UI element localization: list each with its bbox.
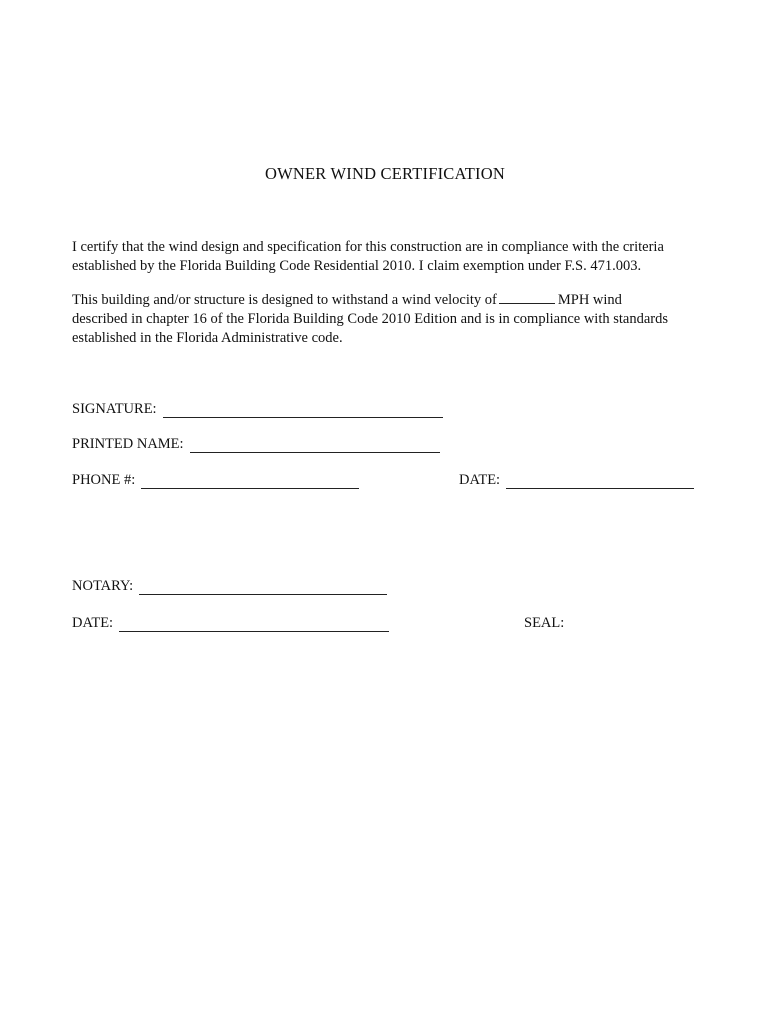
seal-label: SEAL: [524,615,565,631]
signature-field [72,400,443,418]
seal-field [524,614,564,632]
date-label: DATE: [459,472,501,488]
wind-velocity-paragraph [72,291,712,348]
paragraph-line [72,291,712,310]
phone-field [72,471,359,489]
date-field [459,471,694,489]
notary-date-label: DATE: [72,615,114,631]
printed-name-field [72,435,440,453]
paragraph-line: I certify that the wind design and specification for this construction are in compliance with the criteria [72,239,664,255]
phone-line[interactable] [141,474,359,489]
notary-field [72,577,387,595]
notary-label: NOTARY: [72,578,134,594]
certification-paragraph [72,238,712,276]
printed-name-label: PRINTED NAME: [72,436,184,452]
document-title: OWNER WIND CERTIFICATION [265,164,505,183]
date-line[interactable] [506,474,694,489]
paragraph-line: established in the Florida Administrative code. [72,330,343,346]
printed-name-line[interactable] [190,438,440,453]
notary-date-line[interactable] [119,617,389,632]
signature-line[interactable] [163,403,443,418]
notary-date-field [72,614,389,632]
paragraph-line: described in chapter 16 of the Florida Building Code 2010 Edition and is in compliance with standards [72,311,668,327]
wind-velocity-blank[interactable] [499,291,555,304]
phone-label: PHONE #: [72,472,136,488]
mph-wind-text: MPH wind [557,292,622,308]
notary-line[interactable] [139,580,387,595]
signature-label: SIGNATURE: [72,401,157,417]
paragraph-line: established by the Florida Building Code Residential 2010. I claim exemption under F.S. 471.003. [72,258,642,274]
wind-velocity-text: This building and/or structure is designed to withstand a wind velocity of [72,292,497,308]
